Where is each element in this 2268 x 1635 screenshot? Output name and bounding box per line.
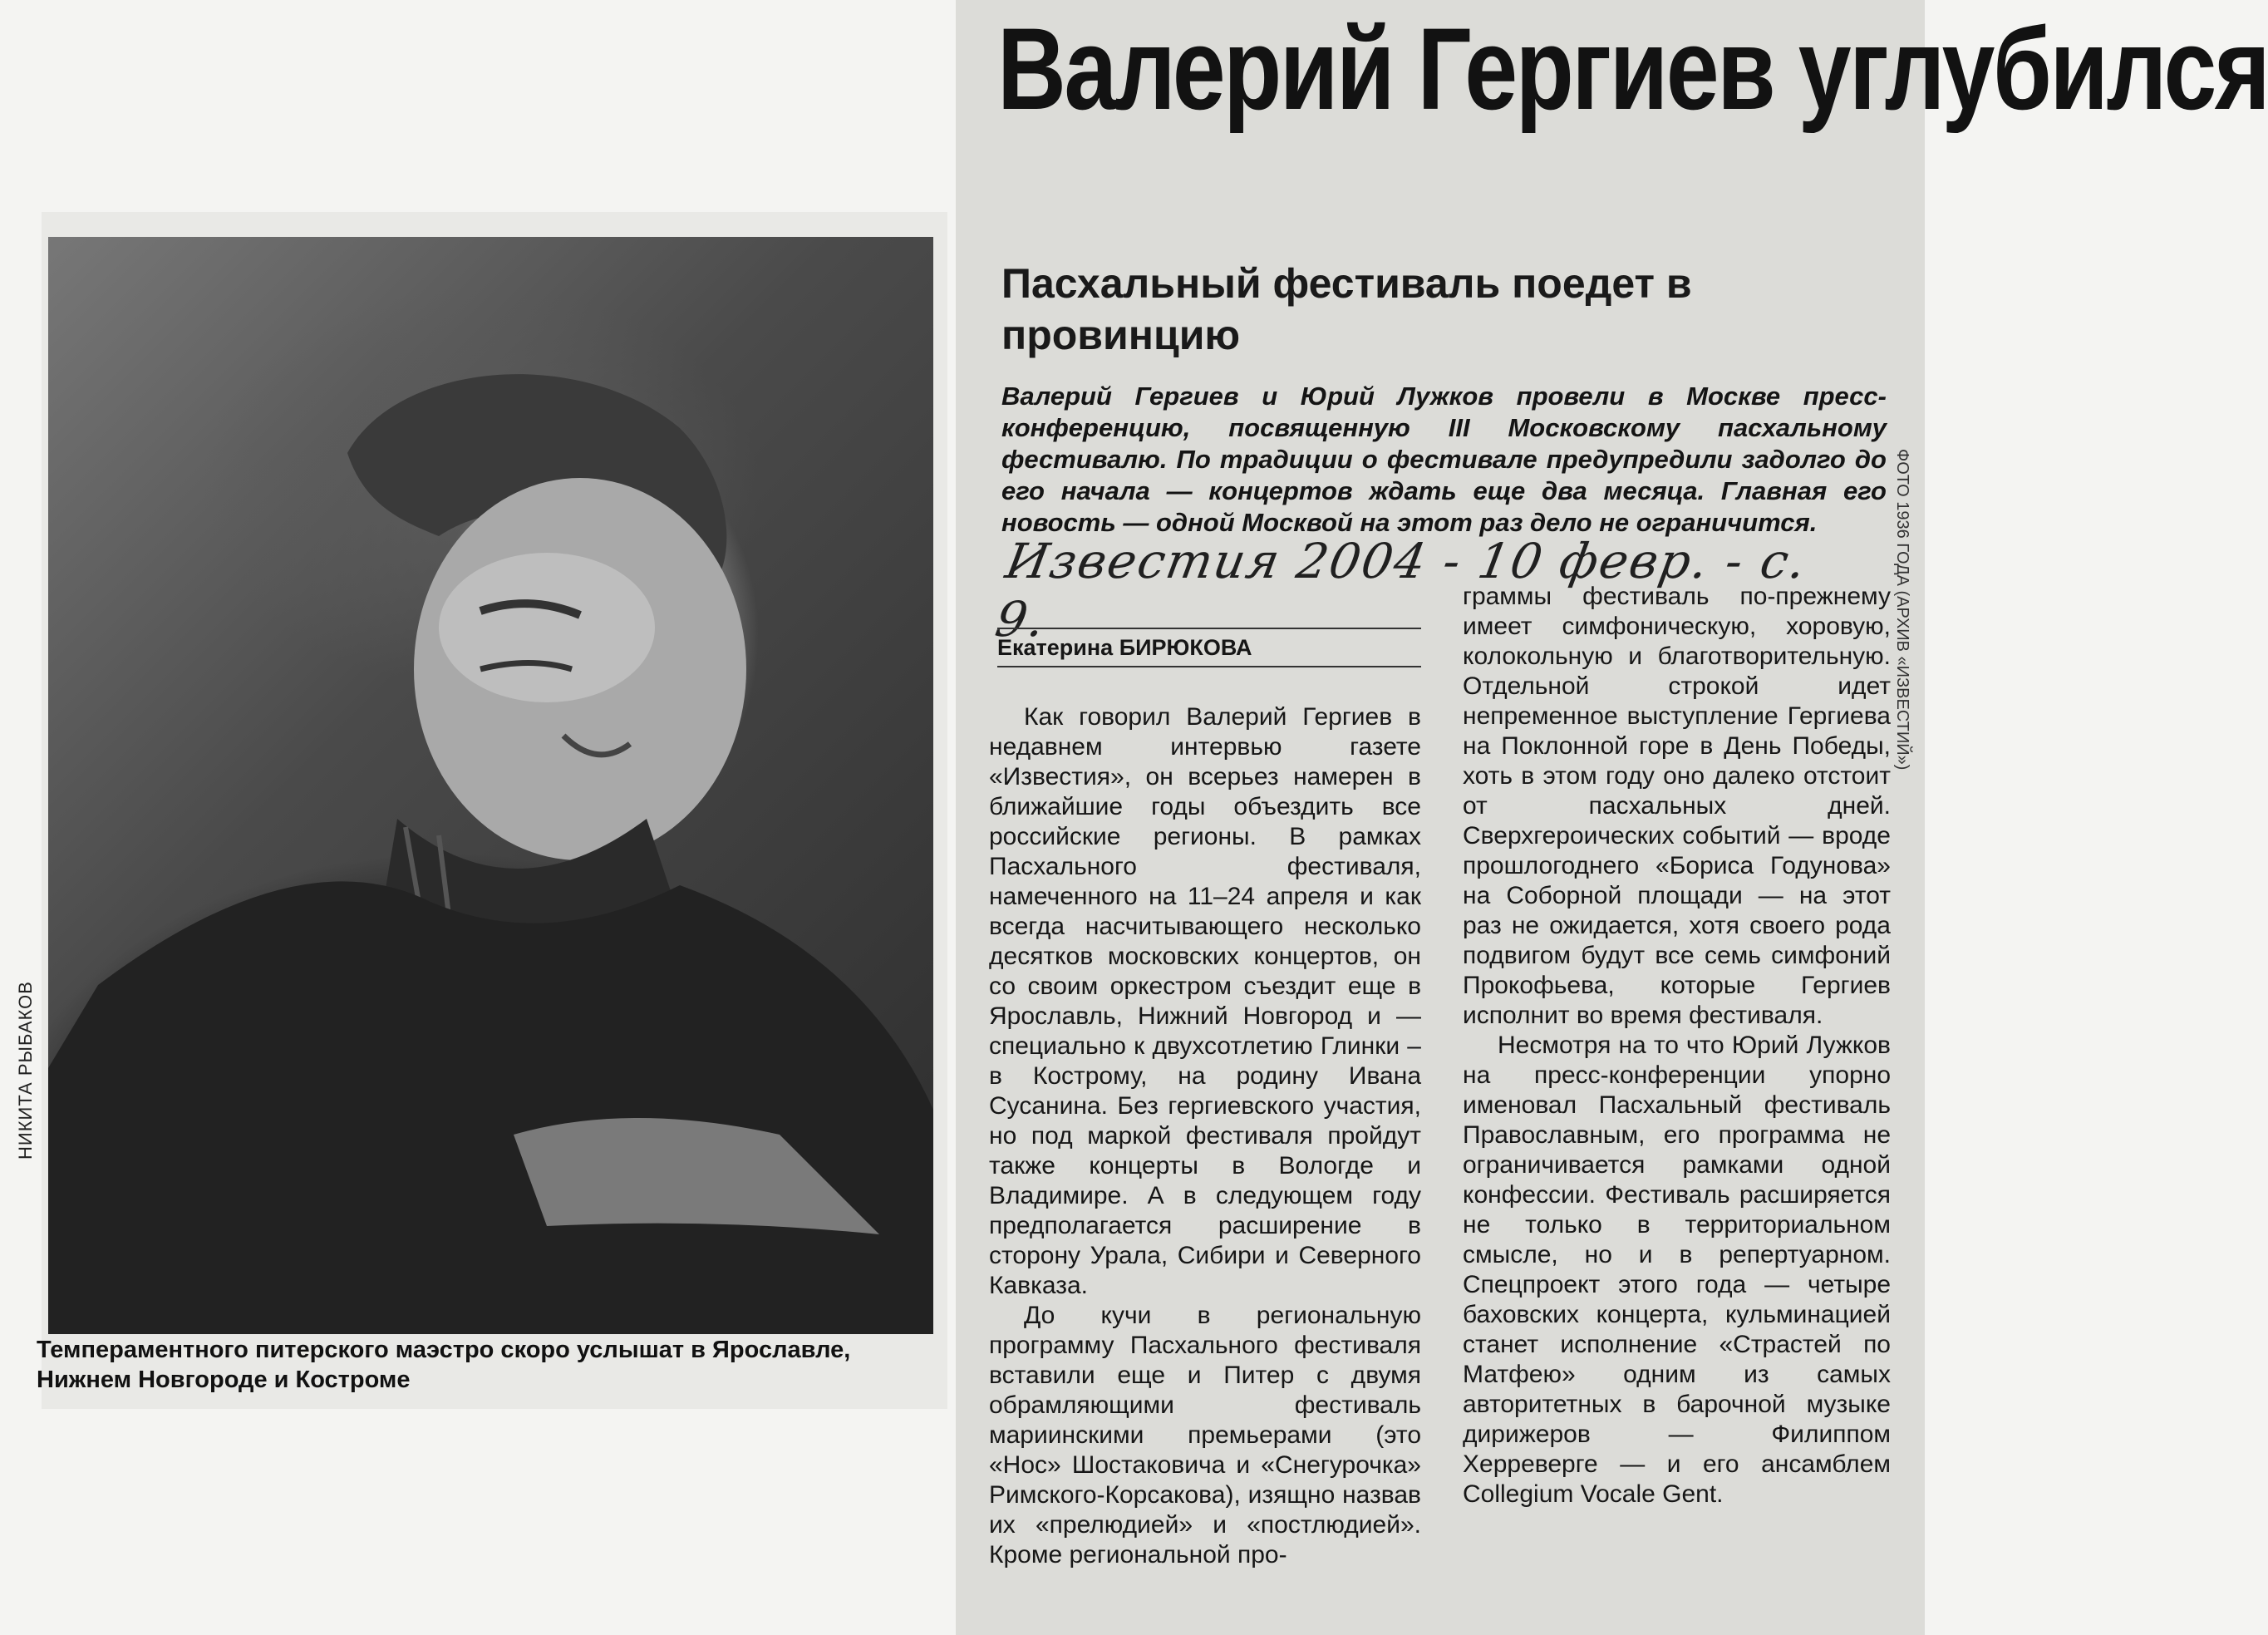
side-photo-credit: ФОТО 1936 ГОДА (АРХИВ «ИЗВЕСТИЙ») xyxy=(1893,449,1911,771)
article-subheadline: Пасхальный фестиваль поедет в провинцию xyxy=(1001,260,1692,358)
paragraph: граммы фестиваль по-прежнему имеет симфоническую, хоровую, колокольную и благотворительную. Отдельной строкой идет непременное выступление Гергиева на Поклонной горе в День Победы, хоть в этом году оно далеко отстоит от пасхальных дней. Сверхгероических событий — вроде прошлогоднего «Бориса Годунова» на Соборной площади — на этот раз не ожидается, хотя своего рода подвигом будут все семь симфоний Прокофьева, которые Гергиев исполнит во время фестиваля. xyxy=(1463,583,1891,1029)
portrait-photo xyxy=(48,237,933,1334)
article-column-1 xyxy=(989,702,1421,1570)
portrait-illustration xyxy=(48,237,933,1334)
paragraph: До кучи в региональную программу Пасхального фестиваля вставили еще и Питер с двумя обрамляющими фестиваль мариинскими премьерами (это «Нос» Шостаковича и «Снегурочка» Римского-Корсакова), изящно назвав их «прелюдией» и «постлюдией». Кроме региональной про- xyxy=(989,1302,1421,1569)
paragraph: Как говорил Валерий Гергиев в недавнем интервью газете «Известия», он всерьез намерен в ближайшие годы объездить все российские регионы. В рамках Пасхального фестиваля, намеченного на 11–24 апреля и как всегда насчитывающего несколько десятков московских концертов, он со своим оркестром съездит еще в Ярославль, Нижний Новгород и — специально к двухсотлетию Глинки – в Кострому, на родину Ивана Сусанина. Без гергиевского участия, но под маркой фестиваля пройдут также концерты в Вологде и Владимире. А в следующем году предполагается расширение в сторону Урала, Сибири и Северного Кавказа. xyxy=(989,703,1421,1299)
photo-credit: НИКИТА РЫБАКОВ xyxy=(15,981,36,1160)
article-headline: Валерий Гергиев углубился xyxy=(997,3,2268,134)
paragraph: Несмотря на то что Юрий Лужков на пресс-конференции упорно именовал Пасхальный фестиваль Православным, его программа не ограничивается рамками одной конфессии. Фестиваль расширяется не только в территориальном смысле, но и в репертуарном. Спецпроект этого года — четыре баховских концерта, кульминацией станет исполнение «Страстей по Матфею» одним из самых авторитетных в барочной музыке дирижеров — Филиппом Херреверге — и его ансамблем Collegium Vocale Gent. xyxy=(1463,1032,1891,1508)
article-lede: Валерий Гергиев и Юрий Лужков провели в Москве пресс-конференцию, посвященную III Московскому пасхальному фестивалю. По традиции о фестивале предупредили задолго до его начала — концертов ждать еще два месяца. Главная его новость — одной Москвой на этот раз дело не ограничится. xyxy=(1001,382,1887,537)
article-byline: Екатерина БИРЮКОВА xyxy=(997,628,1421,667)
handwritten-source-note: Известия 2004 - 10 февр. - с. 9. xyxy=(991,533,1812,648)
photo-caption: Темпераментного питерского маэстро скоро услышат в Ярославле, Нижнем Новгороде и Костроме xyxy=(37,1337,851,1393)
article-column-2 xyxy=(1463,582,1891,1509)
